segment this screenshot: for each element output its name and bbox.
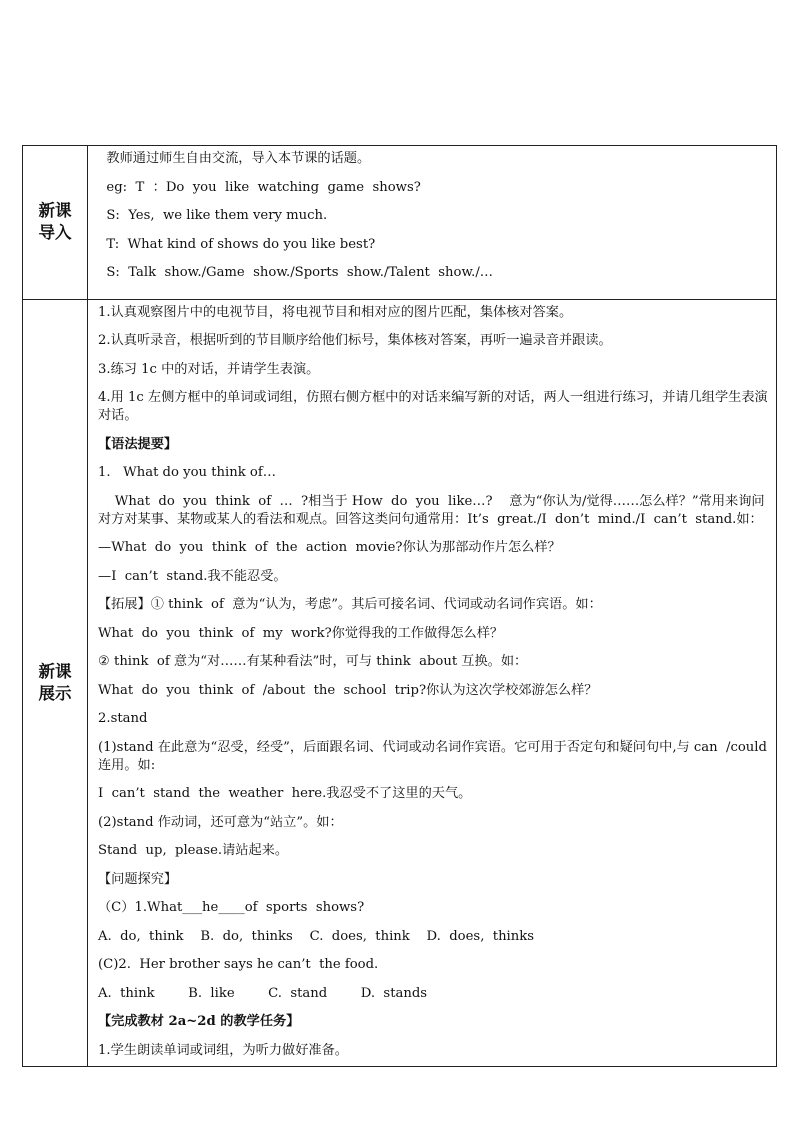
text-line: 2.认真听录音，根据听到的节目顺序给他们标号，集体核对答案，再听一遍录音并跟读。	[98, 333, 612, 348]
text-line: ② think of 意为“对……有某种看法”时，可与 think about 互换。如：	[98, 654, 528, 669]
section-content-intro	[88, 146, 776, 299]
text-line: (2)stand 作动词，还可意为“站立”。如：	[98, 814, 343, 830]
text-line: 1.学生朗读单词或词组，为听力做好准备。	[98, 1042, 348, 1058]
text-line: 2.stand	[98, 711, 148, 726]
section-row-display	[23, 299, 777, 1066]
text-line: （C）1.What___he____of sports shows?	[98, 900, 365, 915]
section-heading: 【语法提要】	[98, 436, 178, 452]
text-line: 1. What do you think of…	[98, 465, 276, 480]
text-line: What do you think of /about the school trip?你认为这次学校郊游怎么样？	[98, 682, 598, 698]
text-line: Stand up, please.请站起来。	[98, 843, 289, 858]
text-line: A. do, think B. do, thinks C. does, think D. does, thinks	[98, 928, 535, 944]
text-line: S: Talk show./Game show./Sports show./Talent show./…	[98, 265, 493, 280]
text-line: (C)2. Her brother says he can’t the food.	[98, 957, 379, 972]
section-label-intro: 新课 导入	[38, 201, 72, 243]
text-line: 3.练习 1c 中的对话，并请学生表演。	[98, 361, 320, 377]
text-line: —What do you think of the action movie?你认为那部动作片怎么样？	[98, 540, 561, 555]
text-line: A. think B. like C. stand D. stands	[98, 985, 428, 1001]
text-line: —I can’t stand.我不能忍受。	[98, 568, 287, 584]
text-line: (1)stand 在此意为“忍受，经受”，后面跟名词、代词或动名词作宾语。它可用于否定句和疑问句中,与 can /could 连用。如:	[98, 739, 776, 773]
section-label-cell	[23, 299, 88, 1066]
section-label-display: 新课 展示	[38, 661, 72, 703]
text-line: 【拓展】① think of 意为“认为，考虑”。其后可接名词、代词或动名词作宾语。如：	[98, 597, 602, 612]
text-line: 1.认真观察图片中的电视节目，将电视节目和相对应的图片匹配，集体核对答案。	[98, 304, 573, 320]
text-line: S: Yes, we like them very much.	[98, 208, 328, 223]
text-line: eg: T ：Do you like watching game shows?	[98, 179, 421, 195]
text-line: 【问题探究】	[98, 871, 178, 887]
lesson-plan-table	[22, 145, 777, 1067]
text-line: What do you think of … ?相当于 How do you like…? 意为“你认为/觉得……怎么样？”常用来询问对方对某事、某物或某人的看法和观点。回答这类问句通常用：It’s great./I don’t mind./I can’t stand.如：	[98, 493, 765, 527]
text-line: 教师通过师生自由交流，导入本节课的话题。	[98, 151, 371, 166]
text-line: 4.用 1c 左侧方框中的单词或词组，仿照右侧方框中的对话来编写新的对话，两人一组进行练习，并请几组学生表演对话。	[98, 390, 768, 423]
section-row-intro	[23, 146, 777, 300]
section-label-cell	[23, 146, 88, 300]
section-content-display	[88, 300, 776, 1066]
text-line: T: What kind of shows do you like best?	[98, 236, 376, 252]
text-line: I can’t stand the weather here.我忍受不了这里的天气。	[98, 786, 472, 801]
section-content-cell	[88, 146, 777, 300]
text-line: What do you think of my work?你觉得我的工作做得怎么样？	[98, 625, 504, 641]
section-content-cell	[88, 299, 777, 1066]
section-heading: 【完成教材 2a~2d 的教学任务】	[98, 1014, 300, 1029]
